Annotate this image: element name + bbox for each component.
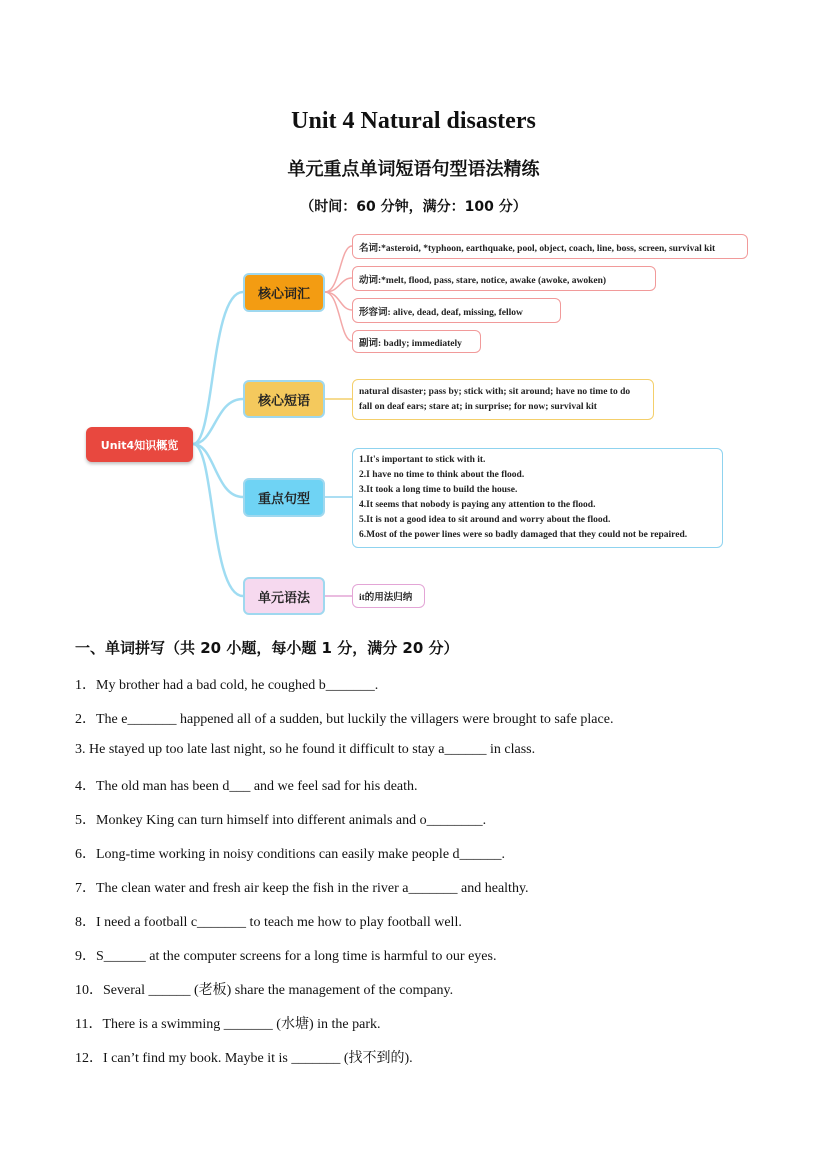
branch-core-vocabulary: 核心词汇 xyxy=(243,273,325,312)
question-item: 12．I can’t find my book. Maybe it is _______ (找不到的). xyxy=(75,1051,413,1066)
sentence-3: 3.It took a long time to build the house. xyxy=(359,485,518,495)
document-subtitle: 单元重点单词短语句型语法精练 xyxy=(287,159,540,180)
sentence-1: 1.It's important to stick with it. xyxy=(359,455,486,465)
vocab-nouns: 名词:*asteroid, *typhoon, earthquake, pool, object, coach, line, boss, screen, survival kit xyxy=(352,234,748,259)
sentence-5: 5.It is not a good idea to sit around and worry about the flood. xyxy=(359,515,611,525)
branch-key-sentences: 重点句型 xyxy=(243,478,325,517)
branch-core-phrases: 核心短语 xyxy=(243,380,325,418)
sentence-4: 4.It seems that nobody is paying any attention to the flood. xyxy=(359,500,596,510)
vocab-verbs: 动词:*melt, flood, pass, stare, notice, awake (awoke, awoken) xyxy=(352,266,656,291)
sentence-2: 2.I have no time to think about the flood. xyxy=(359,470,525,480)
phrases-line-1: natural disaster; pass by; stick with; sit around; have no time to do xyxy=(359,386,631,397)
vocab-adjectives: 形容词: alive, dead, deaf, missing, fellow xyxy=(352,298,561,323)
branch-unit-grammar: 单元语法 xyxy=(243,577,325,615)
mindmap-root: Unit4知识概览 xyxy=(86,427,193,462)
vocab-adverbs: 副词: badly; immediately xyxy=(352,330,481,353)
sentence-6: 6.Most of the power lines were so badly damaged that they could not be repaired. xyxy=(359,530,688,540)
document-title: Unit 4 Natural disasters xyxy=(291,108,536,134)
question-item: 2．The e_______ happened all of a sudden, but luckily the villagers were brought to safe place. xyxy=(75,712,614,727)
question-item: 1．My brother had a bad cold, he coughed b_______. xyxy=(75,678,379,693)
question-item: 9．S______ at the computer screens for a long time is harmful to our eyes. xyxy=(75,949,497,964)
question-item: 8．I need a football c_______ to teach me how to play football well. xyxy=(75,915,462,930)
question-item: 11．There is a swimming _______ (水塘) in the park. xyxy=(75,1017,381,1032)
time-score-info: （时间：60 分钟，满分：100 分） xyxy=(300,199,527,215)
question-item: 10．Several ______ (老板) share the management of the company. xyxy=(75,983,454,998)
question-item: 4．The old man has been d___ and we feel sad for his death. xyxy=(75,779,418,794)
grammar-it-usage: it的用法归纳 xyxy=(352,584,425,608)
question-item: 5．Monkey King can turn himself into different animals and o________. xyxy=(75,813,487,828)
question-item: 3. He stayed up too late last night, so he found it difficult to stay a______ in class. xyxy=(75,742,536,757)
sentences-box xyxy=(352,448,723,548)
question-item: 6．Long-time working in noisy conditions can easily make people d______. xyxy=(75,847,506,862)
phrases-line-2: fall on deaf ears; stare at; in surprise; for now; survival kit xyxy=(359,401,597,412)
phrases-box xyxy=(352,379,654,420)
section-heading: 一、单词拼写（共 20 小题，每小题 1 分，满分 20 分） xyxy=(75,639,459,657)
question-item: 7．The clean water and fresh air keep the fish in the river a_______ and healthy. xyxy=(75,881,529,896)
